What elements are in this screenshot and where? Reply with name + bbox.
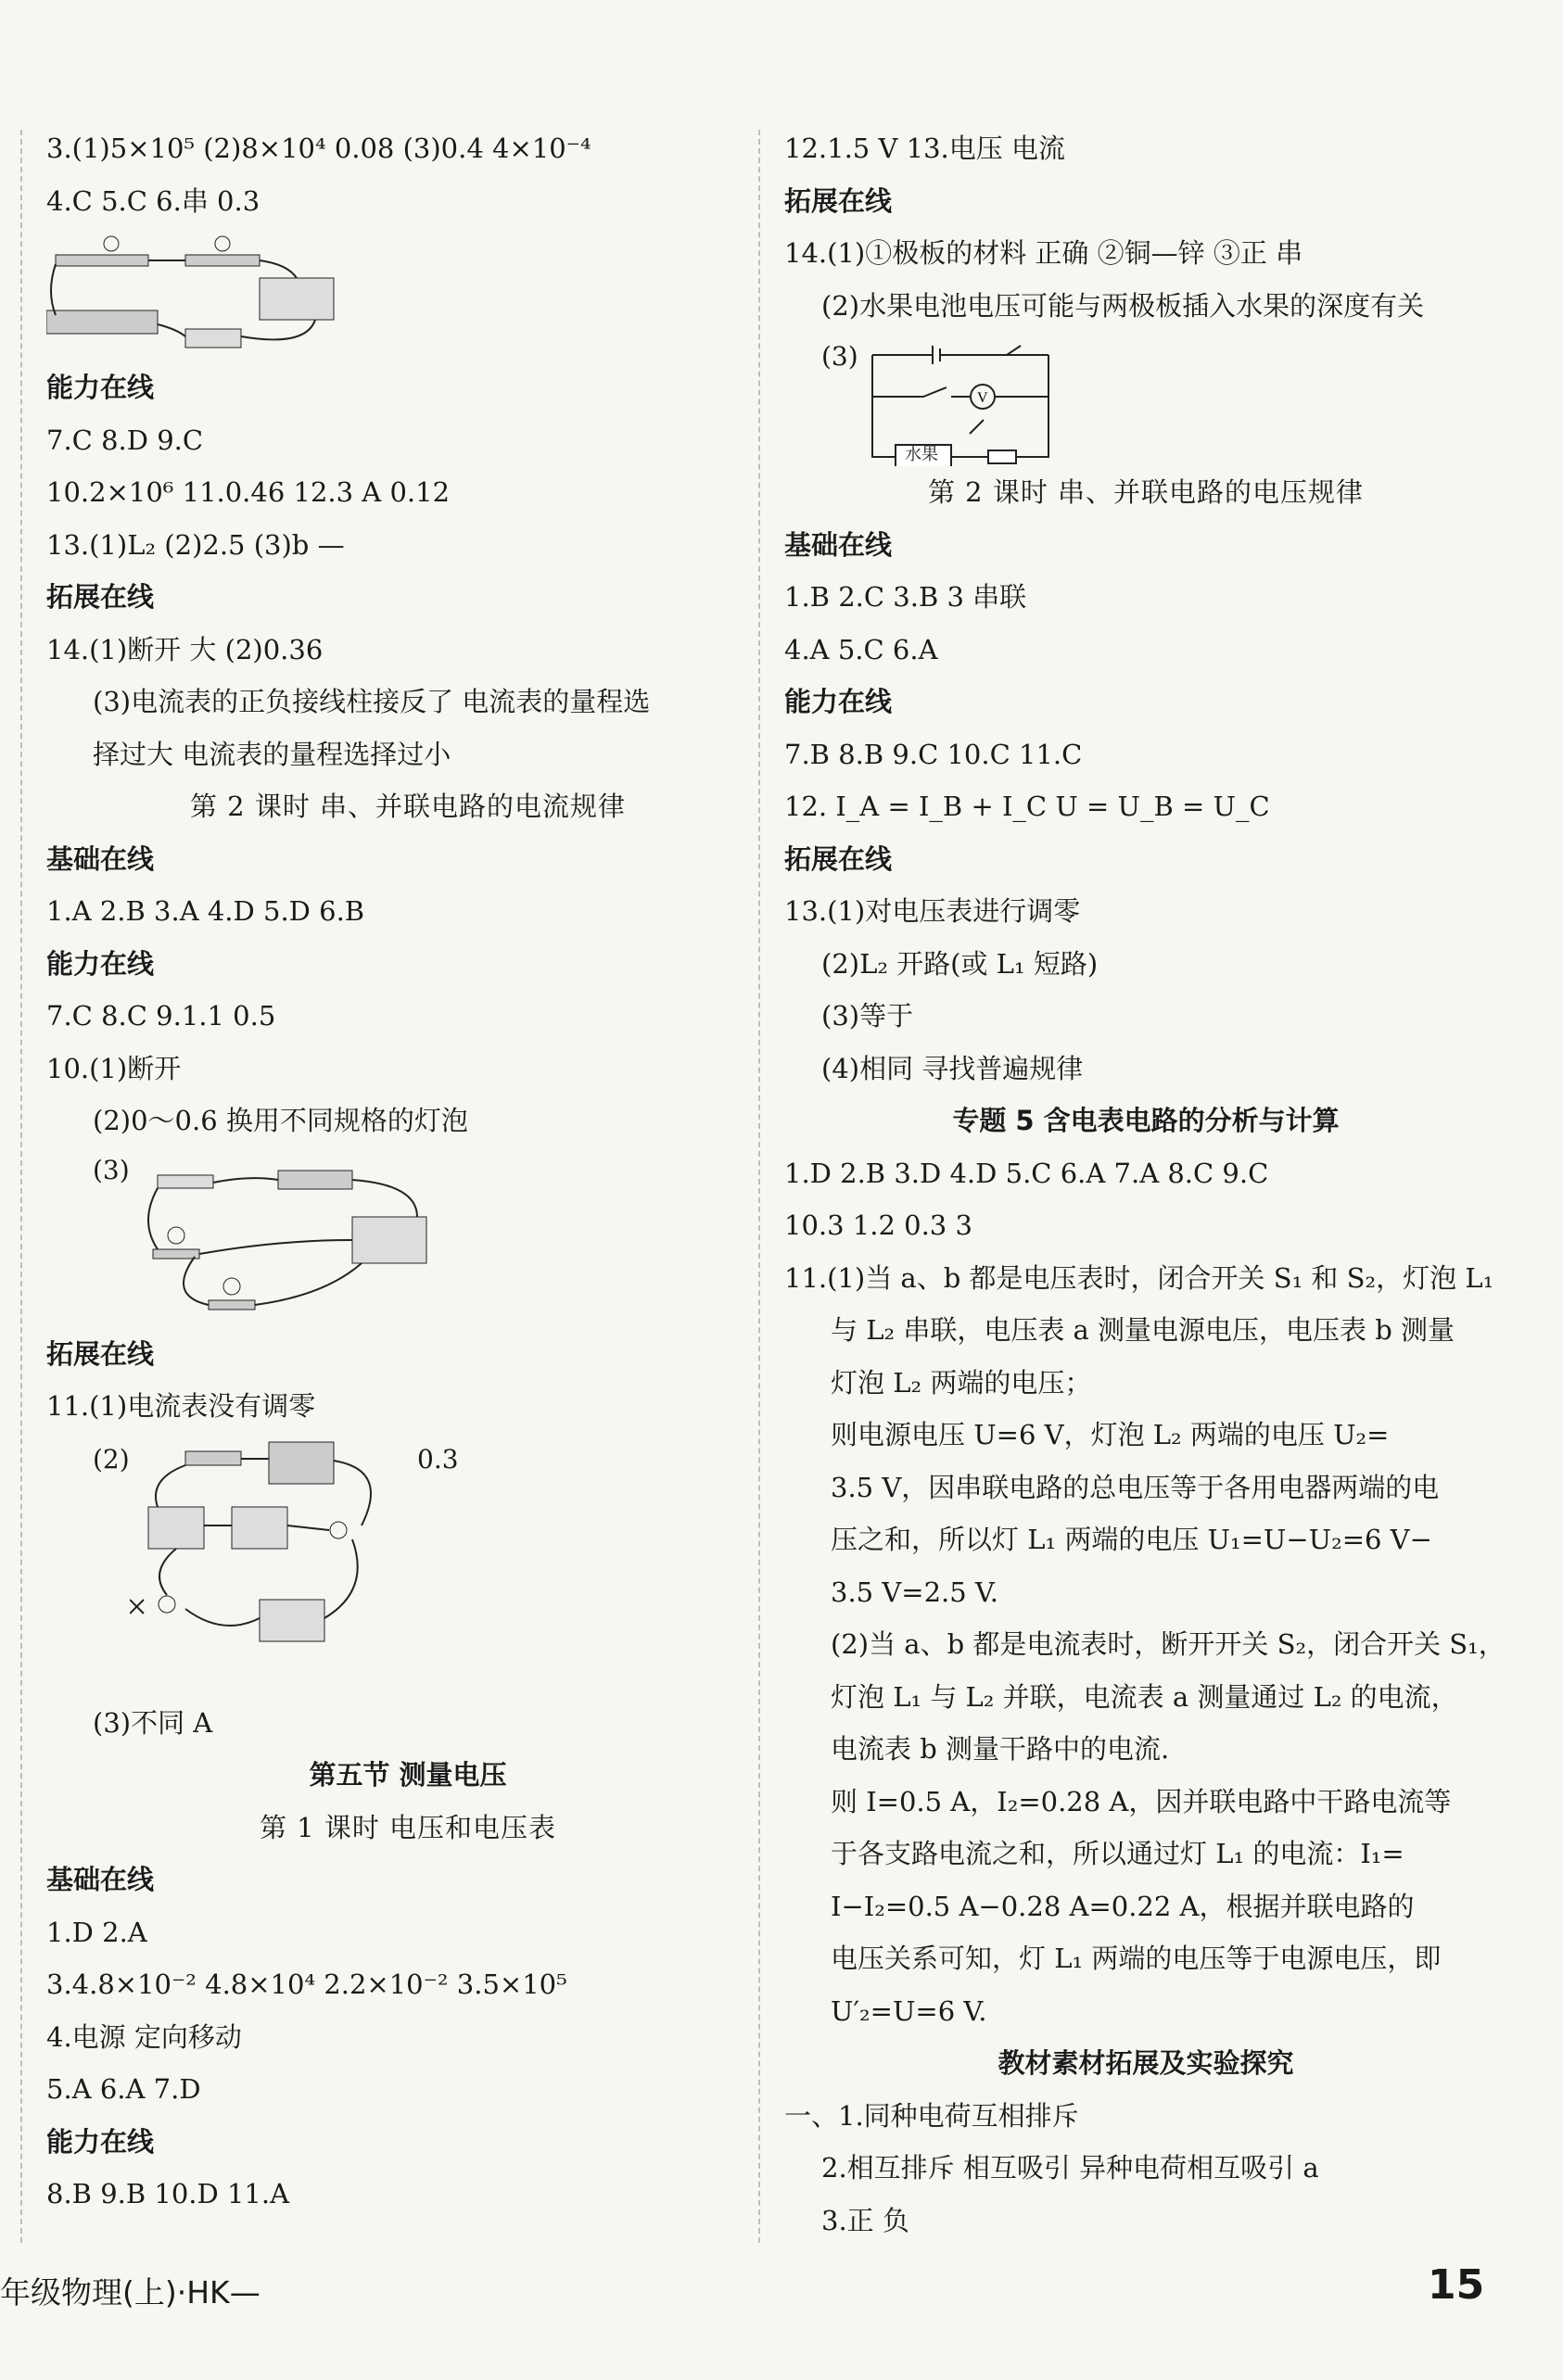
answer-line: 电压关系可知，灯 L₁ 两端的电压等于电源电压，即 [831,1943,1442,1974]
answer-line: (3)等于 [821,1000,914,1032]
answer-line: 14.(1)①极板的材料 正确 ②铜—锌 ③正 串 [784,237,1303,269]
section-heading: 基础在线 [46,842,155,875]
circuit-figure-1 [46,227,769,361]
section-heading: 能力在线 [46,2125,155,2158]
answer-line: I−I₂=0.5 A−0.28 A=0.22 A，根据并联电路的 [831,1890,1415,1922]
answer-line: 7.B 8.B 9.C 10.C 11.C [784,738,1083,770]
answer-line: 压之和，所以灯 L₁ 两端的电压 U₁=U−U₂=6 V− [831,1524,1432,1555]
answer-line: 7.C 8.D 9.C [46,424,204,456]
answer-line: 则 I=0.5 A，I₂=0.28 A，因并联电路中干路电流等 [831,1785,1452,1817]
lesson-title: 第 2 课时 串、并联电路的电压规律 [927,476,1365,508]
answer-line: 灯泡 L₂ 两端的电压； [831,1366,1092,1399]
circuit-diagram [139,1147,528,1328]
answer-value: 0.3 [417,1443,459,1475]
section-heading: 基础在线 [46,1864,155,1895]
answer-line: 于各支路电流之和，所以通过灯 L₁ 的电流：I₁= [831,1838,1404,1869]
answer-line: 灯泡 L₁ 与 L₂ 并联，电流表 a 测量通过 L₂ 的电流， [831,1680,1458,1713]
answer-line: 12. I_A = I_B + I_C U = U_B = U_C [784,791,1270,822]
answer-line: 4.A 5.C 6.A [784,633,938,665]
circuit-figure-3 [46,1433,769,1697]
answer-line: 电流表 b 测量干路中的电流. [831,1733,1170,1765]
answer-line: 3.正 负 [821,2204,909,2236]
circuit-diagram [46,227,362,361]
answer-line: 13.(1)对电压表进行调零 [784,895,1081,927]
answer-line: 7.C 8.C 9.1.1 0.5 [46,1000,276,1032]
answer-line: 10.(1)断开 [46,1052,182,1084]
answer-line: 4.电源 定向移动 [46,2020,242,2053]
section-heading: 拓展在线 [46,581,155,613]
answer-line: 13.(1)L₂ (2)2.5 (3)b — [46,528,345,561]
left-margin-line [20,130,22,2243]
page-number: 15 [1428,2261,1485,2309]
section-heading: 拓展在线 [46,1337,155,1370]
answer-line: 10.3 1.2 0.3 3 [784,1209,972,1241]
answer-line: 4.C 5.C 6.串 0.3 [46,184,260,217]
circuit-figure-4 [784,332,1507,466]
answer-line: 5.A 6.A 7.D [46,2073,201,2105]
answer-line: 1.D 2.B 3.D 4.D 5.C 6.A 7.A 8.C 9.C [784,1157,1269,1189]
answer-line: 则电源电压 U=6 V，灯泡 L₂ 两端的电压 U₂= [831,1419,1390,1450]
answer-line: U′₂=U=6 V. [831,1994,987,2027]
answer-line: 10.2×10⁶ 11.0.46 12.3 A 0.12 [46,476,451,508]
section-heading: 基础在线 [784,528,893,561]
answer-line: 11.(1)当 a、b 都是电压表时，闭合开关 S₁ 和 S₂，灯泡 L₁ [784,1261,1494,1294]
circuit-diagram [130,1433,408,1697]
answer-line: (4)相同 寻找普遍规律 [821,1052,1084,1084]
right-column [784,122,1507,2247]
answer-line: (3)电流表的正负接线柱接反了 电流表的量程选 [93,686,651,717]
figure-label: (3) [93,1154,130,1185]
topic-title: 专题 5 含电表电路的分析与计算 [952,1105,1340,1136]
section-heading: 拓展在线 [784,842,893,875]
answer-line: 3.5 V，因串联电路的总电压等于各用电器两端的电 [831,1471,1440,1503]
answer-line: (2)L₂ 开路(或 L₁ 短路) [821,947,1099,980]
answer-line: (2)当 a、b 都是电流表时，断开开关 S₂，闭合开关 S₁， [831,1628,1506,1660]
figure-label: (2) [93,1443,130,1475]
answer-line: 1.A 2.B 3.A 4.D 5.D 6.B [46,895,365,927]
answer-line: 3.5 V=2.5 V. [831,1576,999,1608]
answer-line: 14.(1)断开 大 (2)0.36 [46,633,324,665]
answer-line: 2.相互排斥 相互吸引 异种电荷相互吸引 a [821,2152,1319,2184]
answer-line: 3.(1)5×10⁵ (2)8×10⁴ 0.08 (3)0.4 4×10⁻⁴ [46,133,591,164]
answer-line: (3)不同 A [93,1706,213,1739]
svg-text:V: V [977,390,988,406]
answer-line: 与 L₂ 串联，电压表 a 测量电源电压，电压表 b 测量 [831,1314,1455,1346]
answer-line: 1.B 2.C 3.B 3 串联 [784,581,1027,613]
answer-line: 一、1.同种电荷互相排斥 [784,2099,1079,2132]
section-heading: 能力在线 [46,947,155,980]
section-heading: 能力在线 [784,686,893,717]
answer-line: 1.D 2.A [46,1916,147,1948]
fruit-label: 水果 [905,445,938,464]
answer-line: 11.(1)电流表没有调零 [46,1390,316,1422]
section-title: 教材素材拓展及实验探究 [998,2047,1294,2079]
answer-line: 择过大 电流表的量程选择过小 [93,738,451,770]
circuit-figure-2 [46,1147,769,1328]
answer-line: (2)0～0.6 换用不同规格的灯泡 [93,1105,468,1136]
lesson-title: 第 1 课时 电压和电压表 [259,1811,557,1843]
section-heading: 能力在线 [46,372,155,403]
answer-line: (2)水果电池电压可能与两极板插入水果的深度有关 [821,289,1425,322]
answer-line: 3.4.8×10⁻² 4.8×10⁴ 2.2×10⁻² 3.5×10⁵ [46,1969,567,2000]
section-title: 第五节 测量电压 [309,1759,507,1791]
footer-book-title: 年级物理(上)·HK— [0,2274,260,2310]
section-heading: 拓展在线 [784,184,893,217]
answer-line: 8.B 9.B 10.D 11.A [46,2178,290,2209]
circuit-diagram [868,332,1053,466]
answer-line: 12.1.5 V 13.电压 电流 [784,133,1065,164]
lesson-title: 第 2 课时 串、并联电路的电流规律 [189,791,627,822]
left-column [46,122,769,2221]
figure-label: (3) [821,341,858,372]
